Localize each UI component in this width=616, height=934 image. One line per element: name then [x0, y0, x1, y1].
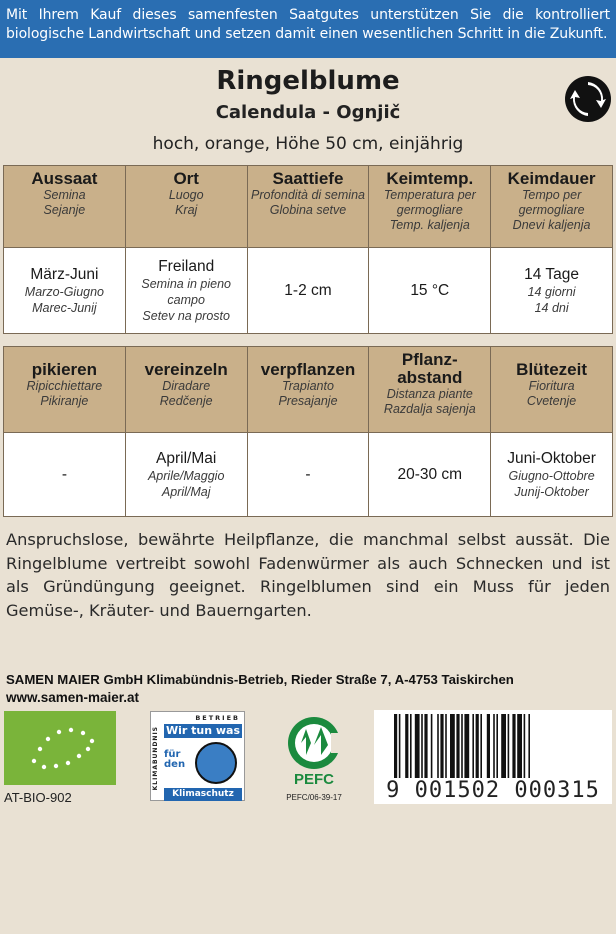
- product-latin-name: Calendula - Ognjič: [215, 102, 401, 123]
- eu-organic-logo: [4, 711, 116, 785]
- klimabuendnis-logo: BETRIEB KLIMABÜNDNIS Wir tun was für den Klimaschutz: [150, 711, 245, 801]
- table-header-cell: Blütezeit Fioritura Cvetenje: [491, 347, 613, 433]
- recycle-icon: [565, 76, 611, 122]
- barcode-bar: [508, 714, 510, 778]
- table-cell: 20-30 cm: [369, 433, 491, 517]
- barcode-bar: [487, 714, 490, 778]
- care-table: [3, 346, 613, 517]
- barcode-bar: [405, 714, 408, 778]
- bio-control-code: AT-BIO-902: [4, 790, 72, 805]
- barcode-bar: [450, 714, 455, 778]
- globe-icon: [195, 742, 237, 784]
- product-description: hoch, orange, Höhe 50 cm, einjährig: [152, 134, 464, 154]
- table-row: [4, 433, 613, 517]
- barcode-bar: [496, 714, 498, 778]
- barcode-number: 9 001502 000315: [374, 778, 612, 804]
- company-address: SAMEN MAIER GmbH Klimabündnis-Betrieb, Rieder Straße 7, A-4753 Taiskirchen: [6, 672, 514, 687]
- barcode-bar: [410, 714, 412, 778]
- table-cell: Freiland Semina in pieno campo Setev na prosto: [125, 248, 247, 334]
- barcode-bar: [528, 714, 530, 778]
- barcode-bar: [421, 714, 423, 778]
- barcode-bar: [399, 714, 401, 778]
- table-row: [4, 248, 613, 334]
- banner-line-1: Mit Ihrem Kauf dieses samenfesten Saatgutes unterstützen Sie die kontrolliert: [6, 7, 610, 23]
- info-banner: [0, 0, 616, 58]
- barcode-bar: [517, 714, 522, 778]
- sowing-table: [3, 165, 613, 334]
- table-cell: 14 Tage 14 giorni 14 dni: [491, 248, 613, 334]
- barcode-bar: [480, 714, 482, 778]
- barcode-bar: [456, 714, 459, 778]
- barcode-bar: [431, 714, 433, 778]
- table-header-cell: pikieren Ripicchiettare Pikiranje: [4, 347, 126, 433]
- barcode-bar: [415, 714, 420, 778]
- product-name: Ringelblume: [216, 66, 400, 96]
- barcode-bar: [445, 714, 447, 778]
- barcode-bar: [501, 714, 506, 778]
- barcode-bar: [512, 714, 515, 778]
- barcode-bar: [524, 714, 526, 778]
- table-cell: Juni-Oktober Giugno-Ottobre Junij-Oktober: [491, 433, 613, 517]
- table-header-cell: vereinzeln Diradare Redčenje: [125, 347, 247, 433]
- table-header-cell: Keimtemp. Temperatura per germogliare Temp. kaljenja: [369, 166, 491, 248]
- table-header-cell: Keimdauer Tempo per germogliare Dnevi kaljenja: [491, 166, 613, 248]
- table-header-row: [4, 347, 613, 433]
- barcode-bar: [476, 714, 479, 778]
- table-header-cell: Pflanz-abstand Distanza piante Razdalja sajenja: [369, 347, 491, 433]
- barcode-bar: [464, 714, 469, 778]
- table-cell: -: [247, 433, 369, 517]
- barcode-bar: [472, 714, 474, 778]
- barcode-bar: [437, 714, 439, 778]
- table-cell: März-Juni Marzo-Giugno Marec-Junij: [4, 248, 126, 334]
- company-website[interactable]: www.samen-maier.at: [6, 690, 140, 705]
- table-cell: 15 °C: [369, 248, 491, 334]
- table-cell: -: [4, 433, 126, 517]
- barcode-bar: [440, 714, 443, 778]
- pefc-logo: PEFC PEFC/06-39-17: [281, 715, 347, 805]
- table-header-cell: Aussaat Semina Sejanje: [4, 166, 126, 248]
- table-header-cell: verpflanzen Trapianto Presajanje: [247, 347, 369, 433]
- table-header-cell: Ort Luogo Kraj: [125, 166, 247, 248]
- barcode-bar: [461, 714, 463, 778]
- table-header-cell: Saattiefe Profondità di semina Globina setve: [247, 166, 369, 248]
- table-cell: April/Mai Aprile/Maggio April/Maj: [125, 433, 247, 517]
- description-paragraph: Anspruchslose, bewährte Heilpflanze, die manchmal selbst aussät. Die Ringelblume vertreibt sowohl Fadenwürmer als auch Schnecken und ist als Gründüngung geeignet. Ringelblumen sind ein Muss für jeden Gemüse-, Kräuter- und Bauerngarten.: [6, 530, 610, 620]
- barcode-bar: [493, 714, 495, 778]
- banner-line-2: biologische Landwirtschaft und setzen damit einen wesentlichen Schritt in die Zukunft.: [6, 26, 608, 42]
- barcode-bar: [424, 714, 427, 778]
- barcode-bar: [394, 714, 397, 778]
- table-cell: 1-2 cm: [247, 248, 369, 334]
- table-header-row: [4, 166, 613, 248]
